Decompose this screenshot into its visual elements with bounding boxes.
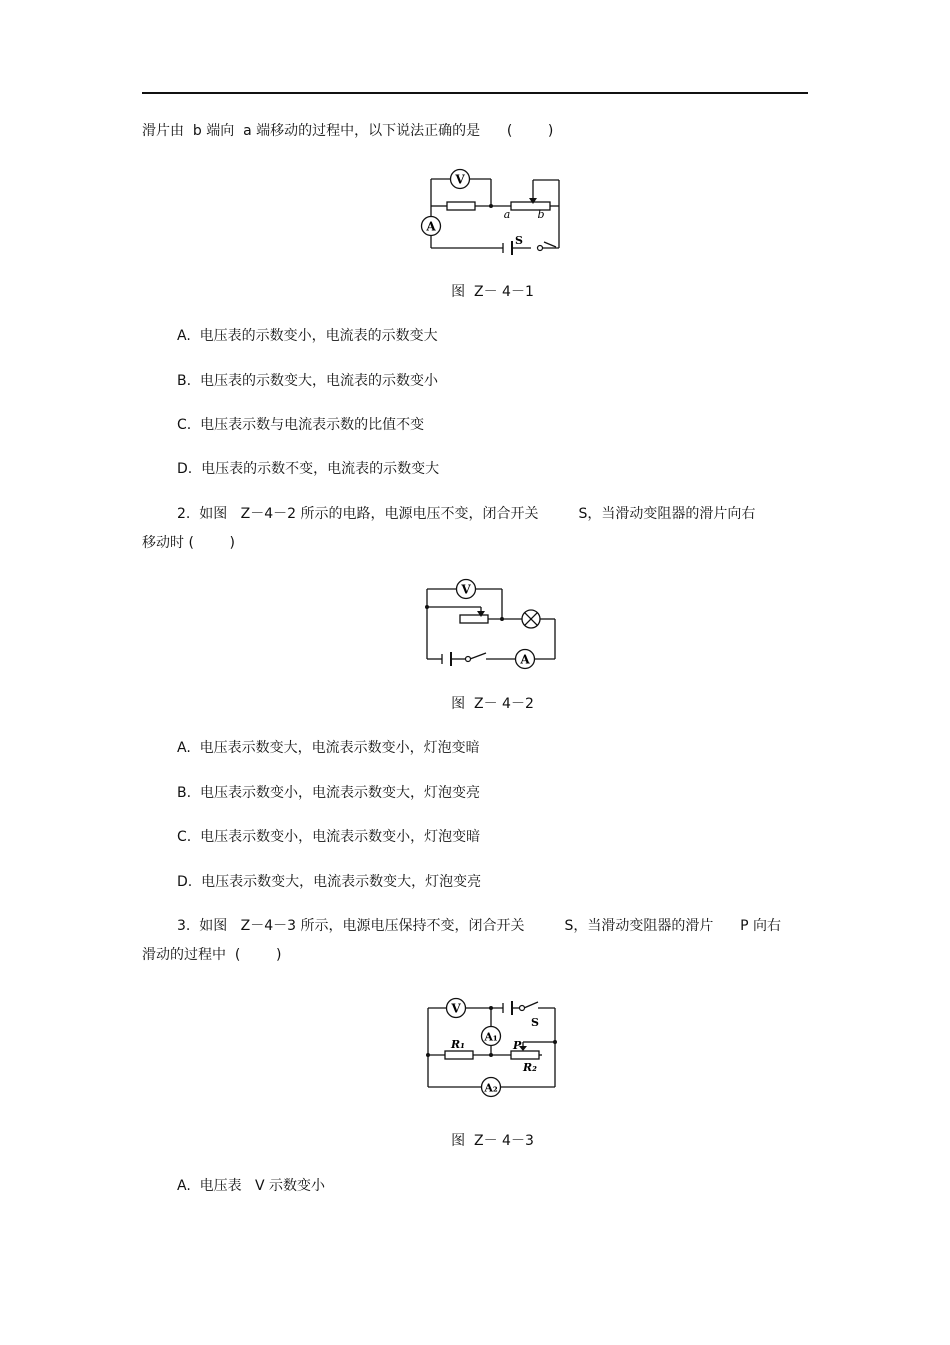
ammeter-label: A bbox=[426, 219, 436, 234]
ammeter-label: A bbox=[520, 652, 530, 667]
voltmeter-label: V bbox=[455, 172, 465, 187]
q2-stem-line1: 2. 如图 Z－4－2 所示的电路，电源电压不变，闭合开关 S，当滑动变阻器的滑片向右 bbox=[177, 506, 756, 522]
q2-option-b: B. 电压表示数变小，电流表示数变大，灯泡变亮 bbox=[177, 785, 480, 801]
q1-option-a: A. 电压表的示数变小，电流表的示数变大 bbox=[177, 328, 438, 344]
circuit-figure-3 bbox=[418, 993, 568, 1098]
circuit-figure-1 bbox=[418, 168, 568, 258]
q1-option-b: B. 电压表的示数变大，电流表的示数变小 bbox=[177, 373, 438, 389]
end-a-label: a bbox=[503, 208, 511, 221]
header-rule bbox=[142, 92, 808, 94]
r2-label: R₂ bbox=[523, 1061, 537, 1074]
end-b-label: b bbox=[537, 208, 545, 221]
figure-caption-1: 图 Z－ 4－1 bbox=[451, 284, 534, 300]
circuit-figure-2 bbox=[418, 575, 568, 670]
q2-stem-line2: 移动时 ( ) bbox=[142, 535, 235, 551]
q3-stem-line2: 滑动的过程中 ( ) bbox=[142, 947, 282, 963]
lamp-icon bbox=[522, 610, 540, 628]
q3-option-a: A. 电压表 V 示数变小 bbox=[177, 1178, 326, 1194]
ammeter-a1-label: A₁ bbox=[484, 1030, 498, 1044]
q1-option-c: C. 电压表示数与电流表示数的比值不变 bbox=[177, 417, 425, 433]
figure-caption-3: 图 Z－ 4－3 bbox=[451, 1133, 534, 1149]
voltmeter-label: V bbox=[461, 582, 471, 597]
q2-option-d: D. 电压表示数变大，电流表示数变大，灯泡变亮 bbox=[177, 874, 482, 890]
slider-p-label: P bbox=[513, 1039, 522, 1052]
q2-option-c: C. 电压表示数变小，电流表示数变小，灯泡变暗 bbox=[177, 829, 481, 845]
q3-stem-line1: 3. 如图 Z－4－3 所示，电源电压保持不变，闭合开关 S，当滑动变阻器的滑片 P 向右 bbox=[177, 918, 781, 934]
q2-option-a: A. 电压表示数变大，电流表示数变小，灯泡变暗 bbox=[177, 740, 480, 756]
q1-option-d: D. 电压表的示数不变，电流表的示数变大 bbox=[177, 461, 440, 477]
figure-caption-2: 图 Z－ 4－2 bbox=[451, 696, 534, 712]
r1-label: R₁ bbox=[451, 1038, 465, 1051]
switch-label: S bbox=[515, 234, 523, 247]
voltmeter-label: V bbox=[451, 1001, 461, 1016]
switch-label: S bbox=[531, 1016, 539, 1029]
q1-stem: 滑片由 b 端向 a 端移动的过程中，以下说法正确的是 ( ) bbox=[142, 123, 554, 139]
ammeter-a2-label: A₂ bbox=[484, 1081, 498, 1095]
